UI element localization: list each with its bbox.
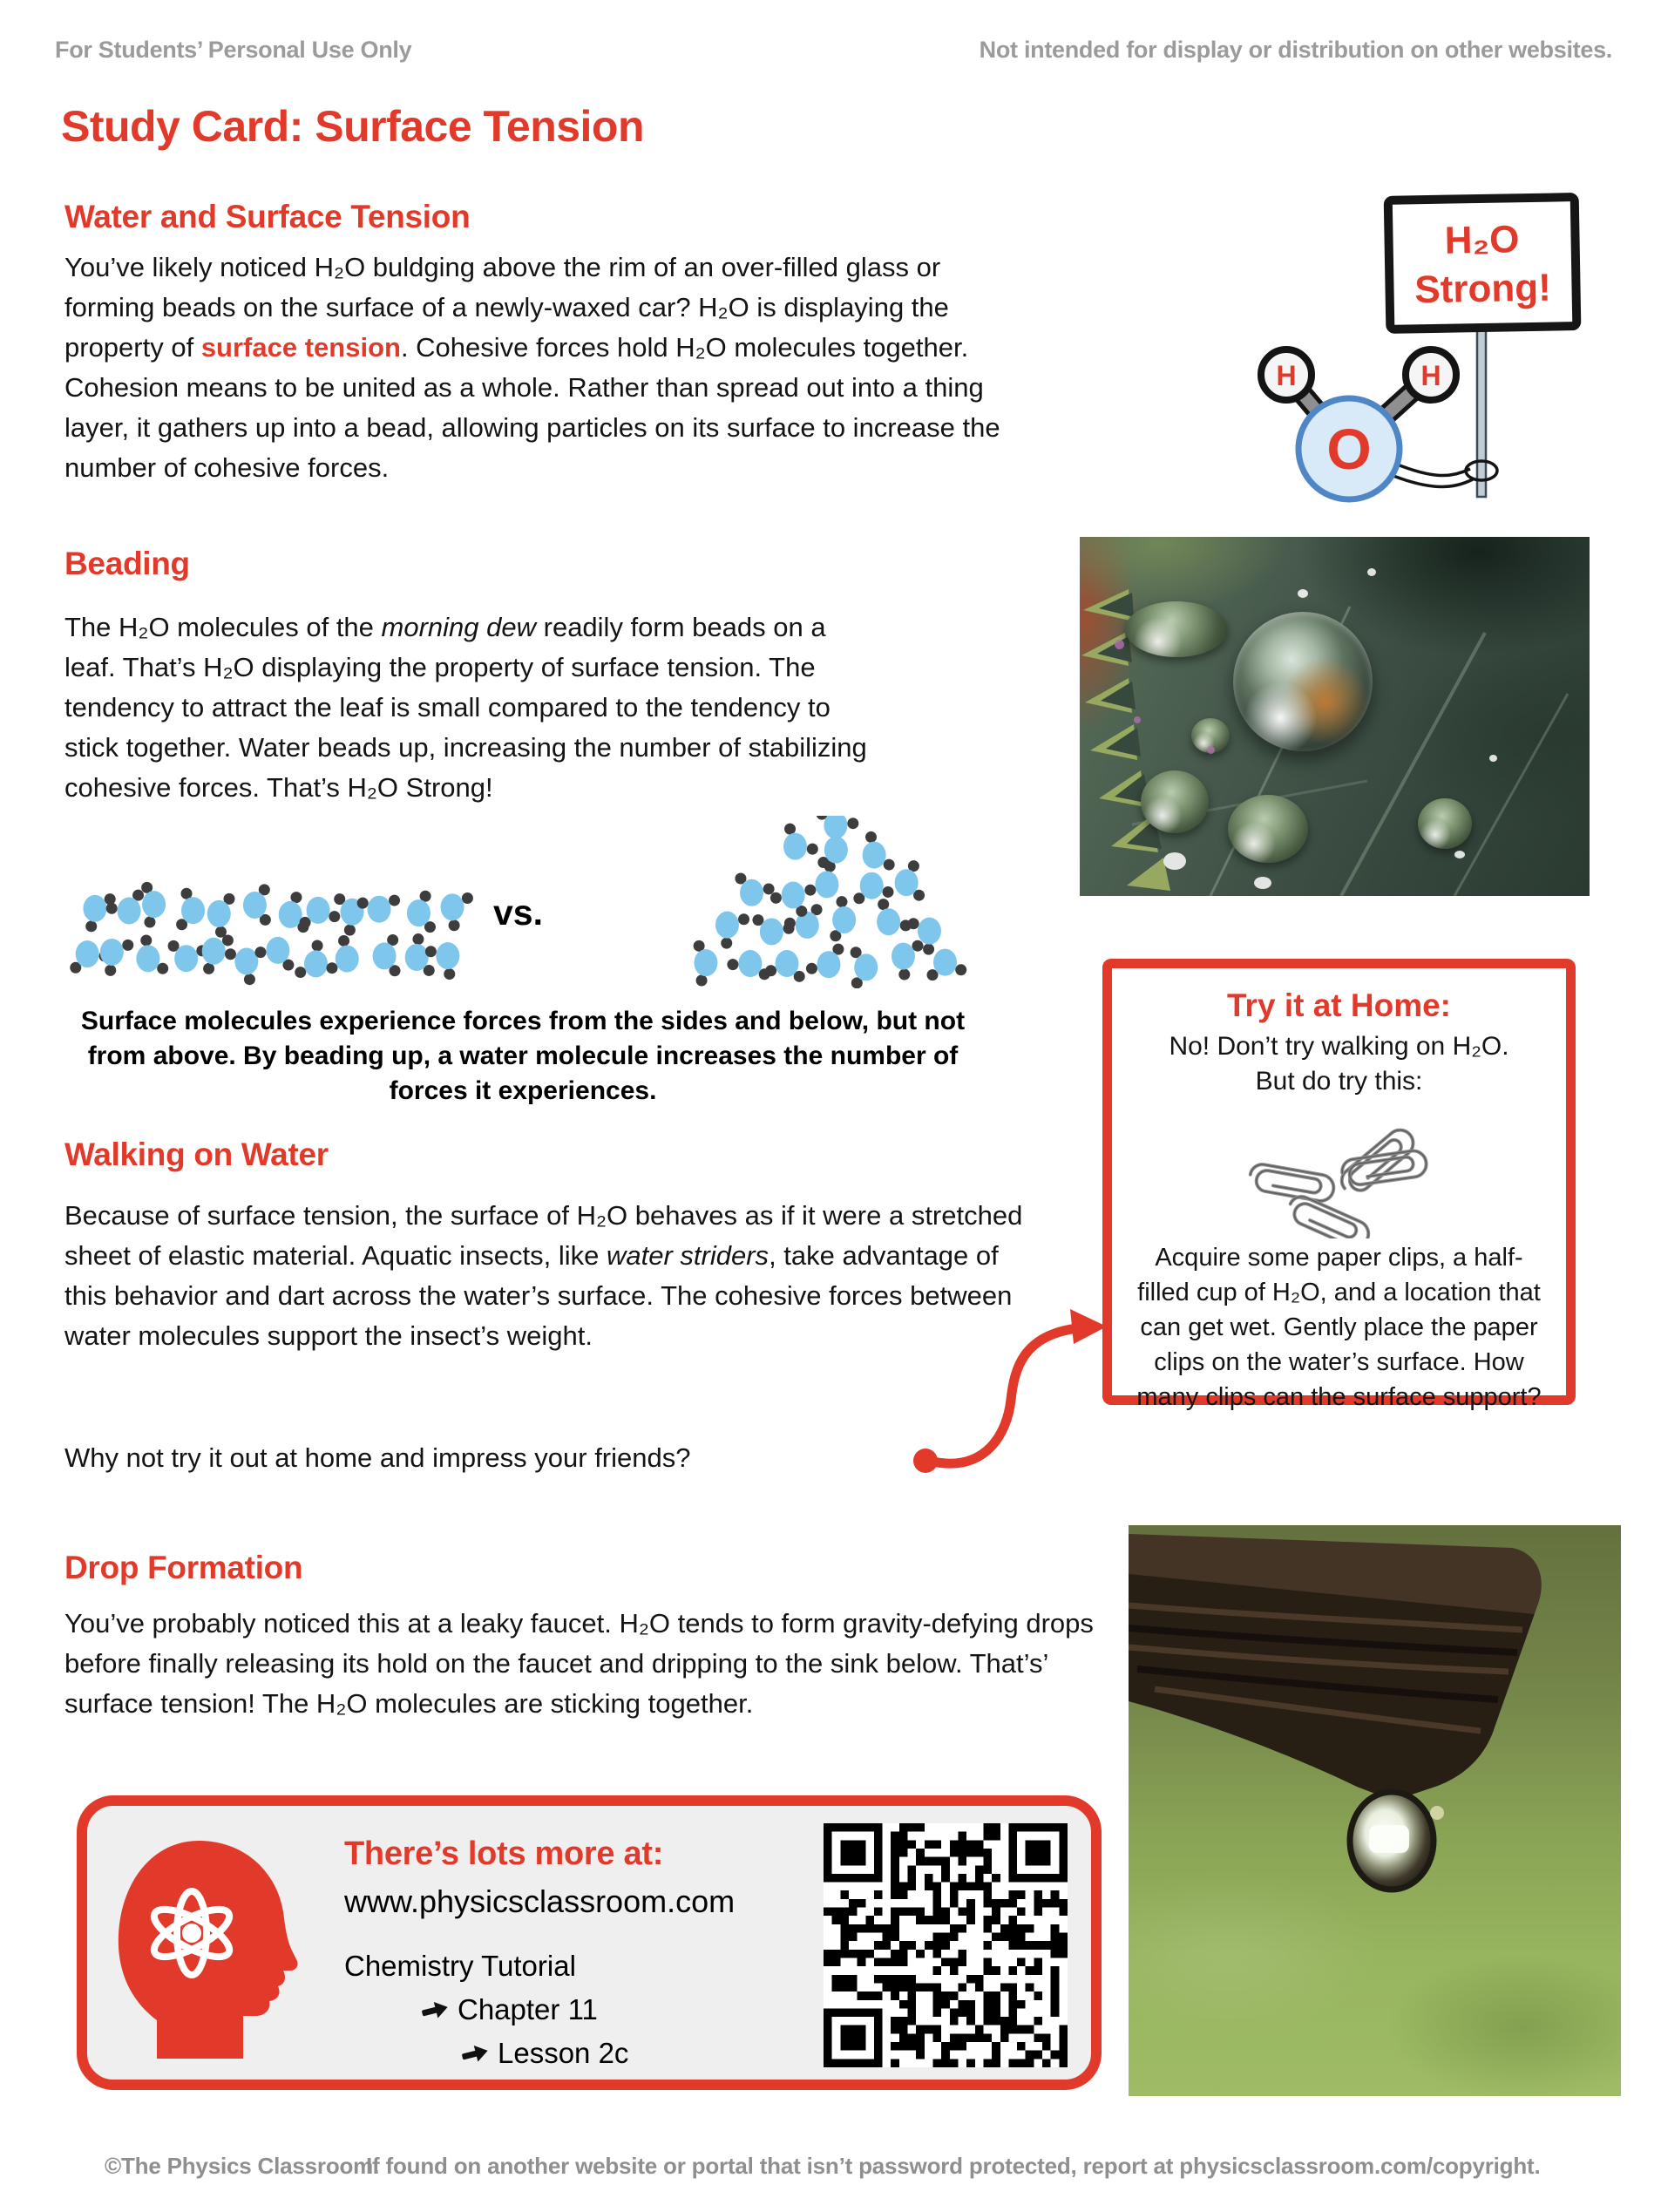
h2o-strong-molecule-illustration [1218, 192, 1637, 520]
paper-clips-illustration [1244, 1108, 1435, 1238]
walking-paragraph: Because of surface tension, the surface of H₂O behaves as if it were a stretched sheet of elastic material. Aquatic insects, like water striders, take advantage of this behavior and dart across the water’s surface. The cohesive forces between water molecules support the insect’s weight. [64, 1200, 1023, 1351]
highlight-glint [1254, 877, 1271, 889]
chapter-item: Chapter 11 [421, 1993, 867, 2026]
head-with-atom-icon [101, 1835, 303, 2068]
red-connector-arrow [903, 1286, 1115, 1490]
section-heading-water-and-surface-tension: Water and Surface Tension [64, 199, 471, 234]
oxygen-label: O [1326, 417, 1372, 481]
beaded-water-diagram [687, 816, 979, 988]
dripping-faucet-photo [1129, 1525, 1621, 2096]
water-droplet [1125, 601, 1228, 657]
lesson-item: Lesson 2c [461, 2037, 867, 2070]
try-it-at-home-box [1102, 959, 1576, 1411]
water-droplet [1418, 798, 1472, 849]
page-title: Study Card: Surface Tension [61, 102, 645, 151]
purple-speck [1207, 746, 1215, 754]
right-arrow-bullet-icon [421, 1998, 449, 2021]
more-box-heading: There’s lots more at: [344, 1835, 664, 1872]
dew-on-leaf-photo [1080, 537, 1590, 896]
water-droplet [1141, 770, 1209, 833]
purple-speck [1115, 640, 1124, 649]
footer-report-notice: If found on another website or portal that isn’t password protected, report at physicsclassroom.com/copyright. [366, 2153, 1541, 2179]
try-box-heading: Try it at Home: [1227, 987, 1451, 1023]
website-url: www.physicsclassroom.com [344, 1883, 736, 1919]
section-heading-beading: Beading [64, 546, 190, 581]
more-info-text-column [344, 1835, 867, 2070]
large-water-bead [1233, 612, 1373, 751]
drop-formation-paragraph: You’ve probably noticed this at a leaky faucet. H₂O tends to form gravity-defying drops before finally releasing its hold on the faucet and dripping to the sink below. That’s’ surface tension! The H₂O molecules are sticking together. [64, 1608, 1094, 1719]
section-heading-walking-on-water: Walking on Water [64, 1137, 329, 1172]
hydrogen-label-right: H [1420, 360, 1441, 391]
header-right-notice: Not intended for display or distribution on other websites. [979, 37, 1612, 63]
qr-code [824, 1823, 1068, 2067]
try-box-intro: No! Don’t try walking on H₂O. But do try this: [1169, 1032, 1509, 1096]
highlight-glint [1489, 755, 1497, 762]
try-it-callout-text: Why not try it out at home and impress your friends? [64, 1442, 691, 1473]
highlight-glint [1298, 589, 1308, 598]
flat-water-layer-diagram [70, 872, 488, 1004]
water-paragraph: You’ve likely noticed H₂O buldging above the rim of an over-filled glass or forming beads on the surface of a newly-waxed car? H₂O is displaying the property of surface tension. Cohesive forces hold H₂O molecules together. Cohesion means to be united as a whole. Rather than spread out into a thing layer, it gathers up into a bead, allowing particles on its surface to increase the number of cohesive forces. [64, 252, 1000, 483]
hydrogen-atom-right [1406, 349, 1456, 400]
highlight-glint [1367, 568, 1376, 576]
sign-text-line1: H₂O [1444, 218, 1520, 262]
right-arrow-bullet-icon [461, 2042, 489, 2065]
oxygen-atom [1298, 398, 1400, 499]
diagram-caption: Surface molecules experience forces from the sides and below, but not from above. By beading up, a water molecule increases the number of forces it experiences. [80, 1007, 966, 1105]
sign-text-line2: Strong! [1414, 266, 1552, 312]
arrowhead [1070, 1309, 1107, 1344]
highlight-glint [1454, 851, 1465, 858]
highlight-glint [1163, 852, 1186, 870]
hydrogen-label-left: H [1276, 360, 1297, 391]
header-left-notice: For Students’ Personal Use Only [55, 37, 412, 63]
water-droplet [1228, 795, 1308, 863]
section-heading-drop-formation: Drop Formation [64, 1550, 303, 1585]
tutorial-label: Chemistry Tutorial [344, 1950, 576, 1982]
hydrogen-atom-left [1261, 349, 1312, 400]
sign-pole [1477, 322, 1486, 497]
beading-paragraph: The H₂O molecules of the morning dew readily form beads on a leaf. That’s H₂O displaying the property of surface tension. The tendency to attract the leaf is small compared to the tendency to stick together. Water beads up, increasing the number of stabilizing cohesive forces. That’s H₂O Strong! [64, 612, 867, 803]
h2o-strong-sign [1388, 197, 1577, 329]
try-box-body: Acquire some paper clips, a half-filled cup of H₂O, and a location that can get wet. Gently place the paper clips on the water’s surface. How many clips can the surface support? [1136, 1244, 1542, 1411]
footer-copyright: ©The Physics Classroom. [105, 2153, 380, 2179]
purple-speck [1134, 716, 1141, 723]
more-info-box [77, 1795, 1102, 2090]
vs-label: vs. [493, 892, 543, 933]
